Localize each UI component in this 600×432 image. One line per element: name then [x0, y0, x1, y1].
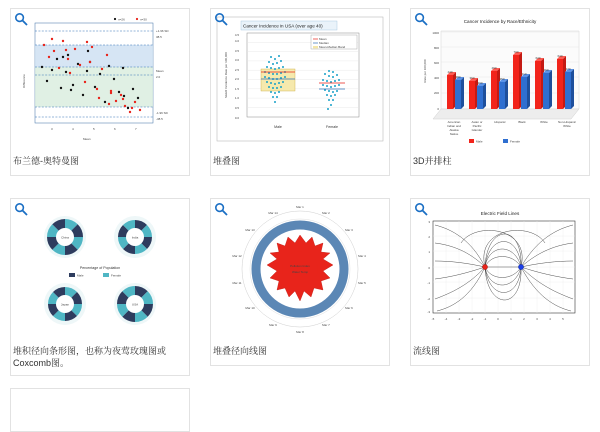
- svg-text:360: 360: [469, 76, 475, 80]
- svg-text:700: 700: [513, 50, 519, 54]
- svg-text:1.0: 1.0: [234, 96, 239, 100]
- svg-text:-3: -3: [427, 310, 430, 314]
- svg-text:-1.96 SD: -1.96 SD: [156, 111, 168, 115]
- magnifier-icon[interactable]: [414, 202, 428, 216]
- svg-text:-2: -2: [427, 297, 430, 301]
- svg-text:n=26: n=26: [118, 17, 125, 22]
- svg-text:Rate per 100,000: Rate per 100,000: [423, 59, 427, 83]
- svg-text:Mean: Mean: [319, 37, 327, 41]
- chart-thumbnail-coxcomb: [11, 199, 189, 339]
- svg-text:Electric Field Lines: Electric Field Lines: [480, 211, 520, 216]
- svg-text:380: 380: [455, 75, 461, 79]
- svg-text:640: 640: [557, 54, 563, 58]
- svg-text:Median: Median: [319, 41, 329, 45]
- svg-text:Mean-Median Band: Mean-Median Band: [319, 45, 346, 49]
- svg-text:400: 400: [433, 76, 439, 80]
- card-caption: 堆积径向条形图，也称为夜莺玫瑰图或Coxcomb图。: [13, 346, 167, 368]
- svg-text:3.0: 3.0: [234, 58, 239, 62]
- svg-text:Female: Female: [510, 139, 521, 144]
- svg-text:Percentage of Population: Percentage of Population: [79, 266, 121, 270]
- svg-text:440: 440: [447, 70, 453, 74]
- svg-text:-1: -1: [427, 281, 430, 285]
- chart-thumbnail-3d-bar: [411, 9, 589, 149]
- svg-text:Cancer Incidence by Race/Ethni: Cancer Incidence by Race/Ethnicity: [463, 19, 537, 24]
- svg-text:4.5: 4.5: [234, 33, 239, 37]
- card-caption: 布兰德-奥特曼图: [13, 156, 79, 166]
- card-caption: 堆叠径向线图: [213, 346, 268, 356]
- magnifier-icon[interactable]: [14, 12, 28, 26]
- svg-text:Hispanic: Hispanic: [494, 120, 506, 124]
- svg-text:Mar 10: Mar 10: [245, 306, 255, 310]
- gallery-card-bland-altman[interactable]: [10, 8, 190, 176]
- svg-text:Mar 2: Mar 2: [322, 211, 330, 215]
- svg-text:800: 800: [433, 46, 439, 50]
- svg-text:4.0: 4.0: [234, 39, 239, 43]
- svg-text:Water Temp: Water Temp: [291, 270, 309, 274]
- svg-text:200: 200: [433, 91, 439, 95]
- svg-text:Non-Hispanic: Non-Hispanic: [557, 120, 577, 124]
- svg-text:Mar 13: Mar 13: [245, 228, 255, 232]
- svg-text:Native: Native: [449, 132, 459, 136]
- svg-text:1: 1: [510, 317, 512, 321]
- svg-text:Mar 6: Mar 6: [345, 306, 353, 310]
- svg-text:Mar 12: Mar 12: [232, 254, 242, 258]
- magnifier-icon[interactable]: [214, 202, 228, 216]
- svg-text:4: 4: [72, 127, 74, 131]
- svg-text:India: India: [131, 235, 139, 240]
- gallery-cell-3: [400, 0, 600, 190]
- svg-text:6: 6: [114, 127, 116, 131]
- svg-text:-2: -2: [470, 317, 474, 321]
- card-caption: 3D并排柱: [413, 156, 452, 166]
- svg-text:1: 1: [428, 250, 430, 254]
- chart-thumbnail-radial-line: [211, 199, 389, 339]
- svg-text:n=30: n=30: [140, 17, 147, 22]
- svg-text:Pollution Index: Pollution Index: [290, 264, 310, 268]
- gallery-card-partial[interactable]: [10, 388, 190, 432]
- svg-text:Mar 11: Mar 11: [232, 281, 242, 285]
- svg-text:2.5: 2.5: [234, 68, 239, 72]
- svg-text:2: 2: [428, 235, 430, 239]
- svg-text:1.5: 1.5: [234, 87, 239, 91]
- svg-text:Mar 4: Mar 4: [358, 254, 366, 258]
- svg-text:-5: -5: [431, 317, 435, 321]
- svg-text:300: 300: [477, 81, 483, 85]
- svg-text:Female: Female: [111, 273, 122, 278]
- chart-thumbnail-bland-altman: [11, 9, 189, 149]
- svg-text:Male: Male: [476, 139, 483, 144]
- svg-text:2: 2: [523, 317, 525, 321]
- svg-text:Black: Black: [518, 120, 526, 124]
- svg-text:White: White: [540, 120, 548, 124]
- svg-text:Indian and: Indian and: [446, 124, 462, 128]
- card-caption: 流线图: [413, 346, 441, 356]
- svg-text:Islander: Islander: [471, 128, 483, 132]
- gallery-card-radial-line[interactable]: [210, 198, 390, 366]
- svg-text:Mar 5: Mar 5: [358, 281, 366, 285]
- svg-text:460: 460: [543, 68, 549, 72]
- card-caption: 堆叠图: [213, 156, 241, 166]
- svg-text:-4: -4: [444, 317, 448, 321]
- svg-text:Difference: Difference: [22, 74, 26, 88]
- svg-text:350: 350: [499, 77, 505, 81]
- gallery-card-stacked-dot[interactable]: [210, 8, 390, 176]
- svg-text:White: White: [563, 124, 571, 128]
- svg-text:0: 0: [497, 317, 499, 321]
- svg-text:410: 410: [521, 72, 527, 76]
- svg-text:38.5: 38.5: [156, 35, 162, 39]
- svg-text:Mar 9: Mar 9: [269, 323, 277, 327]
- svg-text:American: American: [447, 120, 461, 124]
- svg-text:4: 4: [549, 317, 551, 321]
- svg-text:Pacific: Pacific: [472, 124, 482, 128]
- magnifier-icon[interactable]: [214, 12, 228, 26]
- gallery-cell-7: [0, 380, 200, 429]
- svg-text:7: 7: [135, 127, 137, 131]
- svg-text:Cancer Incidence in USA (over: Cancer Incidence in USA (over age 40): [243, 23, 323, 29]
- positive-charge: [482, 264, 487, 269]
- svg-text:3.5: 3.5: [234, 49, 239, 53]
- svg-text:2.0: 2.0: [156, 75, 161, 79]
- svg-text:Mar 8: Mar 8: [296, 330, 304, 334]
- svg-text:-3: -3: [457, 317, 461, 321]
- svg-text:+1.96 SD: +1.96 SD: [156, 29, 169, 33]
- svg-text:Mean: Mean: [156, 69, 164, 73]
- gallery-cell-1: [0, 0, 200, 190]
- svg-text:Alaska: Alaska: [449, 128, 459, 132]
- svg-text:1000: 1000: [432, 31, 439, 35]
- chart-thumbnail-streamline: [411, 199, 589, 339]
- svg-text:0.0: 0.0: [234, 116, 239, 120]
- svg-text:Male: Male: [77, 273, 84, 278]
- svg-text:SEER Incidence Rate per 100,00: SEER Incidence Rate per 100,000: [224, 52, 228, 98]
- chart-thumbnail-partial: [11, 389, 189, 432]
- svg-text:0.5: 0.5: [234, 106, 239, 110]
- gallery-cell-6: [400, 190, 600, 380]
- svg-text:3: 3: [428, 220, 430, 224]
- svg-text:Mar 14: Mar 14: [268, 211, 278, 215]
- svg-text:5: 5: [93, 127, 95, 131]
- svg-text:Mar 1: Mar 1: [296, 205, 304, 209]
- svg-text:600: 600: [433, 61, 439, 65]
- chart-thumbnail-stacked-dot: [211, 9, 389, 149]
- svg-text:470: 470: [565, 67, 571, 71]
- svg-text:Mean: Mean: [83, 137, 91, 141]
- magnifier-icon[interactable]: [14, 202, 28, 216]
- svg-text:Mar 7: Mar 7: [322, 323, 330, 327]
- magnifier-icon[interactable]: [414, 12, 428, 26]
- gallery-cell-4: [0, 190, 200, 380]
- svg-text:Male: Male: [274, 125, 282, 129]
- svg-text:5: 5: [562, 317, 564, 321]
- negative-charge: [518, 264, 523, 269]
- svg-text:3: 3: [51, 127, 53, 131]
- gallery-cell-5: [200, 190, 400, 380]
- gallery-card-streamline[interactable]: [410, 198, 590, 366]
- svg-text:Female: Female: [326, 125, 338, 129]
- svg-text:2.0: 2.0: [234, 77, 239, 81]
- gallery-cell-2: [200, 0, 400, 190]
- svg-text:490: 490: [491, 66, 497, 70]
- svg-text:-1: -1: [483, 317, 487, 321]
- svg-text:-38.5: -38.5: [156, 117, 163, 121]
- gallery-card-3d-bar[interactable]: [410, 8, 590, 176]
- svg-text:0: 0: [428, 266, 430, 270]
- gallery-card-coxcomb[interactable]: [10, 198, 190, 376]
- svg-text:Mar 3: Mar 3: [345, 228, 353, 232]
- svg-text:0: 0: [437, 107, 439, 111]
- svg-text:China: China: [61, 235, 69, 240]
- svg-text:Asian or: Asian or: [471, 120, 483, 124]
- svg-text:620: 620: [535, 56, 541, 60]
- svg-text:USA: USA: [131, 302, 139, 307]
- svg-text:Japan: Japan: [60, 302, 70, 307]
- svg-text:3: 3: [536, 317, 538, 321]
